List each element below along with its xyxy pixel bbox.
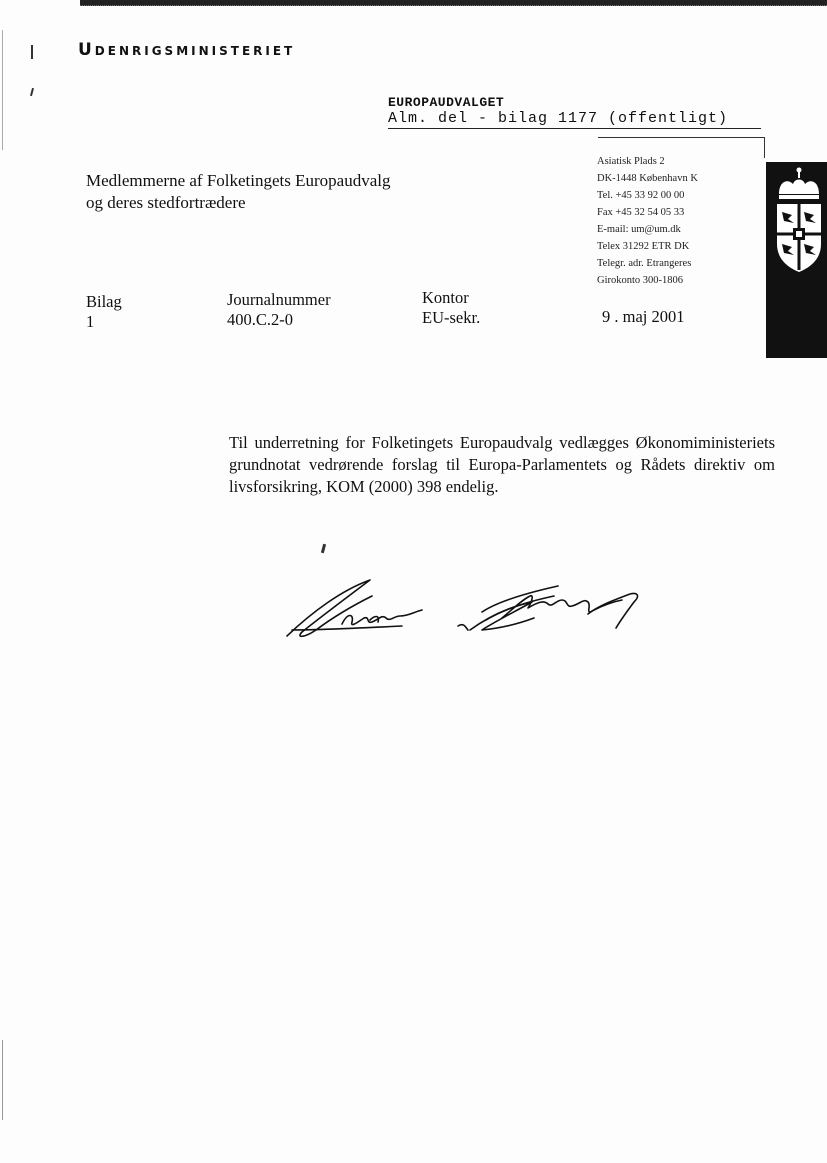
date-value: 9 . maj 2001 [602, 307, 685, 326]
scan-mark [2, 30, 3, 150]
scan-mark [321, 544, 326, 553]
committee-header [388, 95, 761, 129]
address-line: Telex 31292 ETR DK [597, 241, 690, 252]
kontor-field [422, 288, 480, 328]
recipient-line: Medlemmerne af Folketingets Europaudvalg [86, 171, 391, 190]
scan-mark [31, 45, 33, 59]
body-paragraph: Til underretning for Folketingets Europaudvalg vedlægges Økonomiministeriets grundnotat vedrørende forslag til Europa-Parlamentets og Rådets direktiv om livsforsikring, KOM (2000) 398 endelig. [229, 433, 775, 496]
scan-mark [30, 88, 34, 96]
address-line: Asiatisk Plads 2 [597, 156, 665, 167]
bilag-value: 1 [86, 312, 95, 331]
recipient-line: og deres stedfortrædere [86, 193, 246, 212]
address-line: Fax +45 32 54 05 33 [597, 207, 685, 218]
kontor-label: Kontor [422, 288, 469, 307]
recipient-block [86, 170, 391, 214]
kontor-value: EU-sekr. [422, 308, 481, 327]
address-line: DK-1448 København K [597, 173, 698, 184]
royal-crest-icon [773, 164, 825, 274]
address-line: Telegr. adr. Etrangeres [597, 258, 692, 269]
journal-field [227, 290, 331, 330]
address-block [597, 153, 698, 289]
journal-label: Journalnummer [227, 290, 331, 309]
committee-title: EUROPAUDVALGET [388, 95, 505, 110]
committee-reference: Alm. del - bilag 1177 (offentligt) [388, 110, 761, 129]
date-field [602, 307, 685, 327]
signature [282, 572, 672, 652]
address-line: E-mail: um@um.dk [597, 224, 681, 235]
journal-value: 400.C.2-0 [227, 310, 293, 329]
scan-mark [2, 1040, 3, 1120]
address-line: Tel. +45 33 92 00 00 [597, 190, 685, 201]
bilag-field [86, 292, 122, 332]
top-rule [80, 0, 827, 6]
ministry-name: Udenrigsministeriet [78, 40, 296, 60]
address-line: Girokonto 300-1806 [597, 275, 684, 286]
bilag-label: Bilag [86, 292, 122, 311]
